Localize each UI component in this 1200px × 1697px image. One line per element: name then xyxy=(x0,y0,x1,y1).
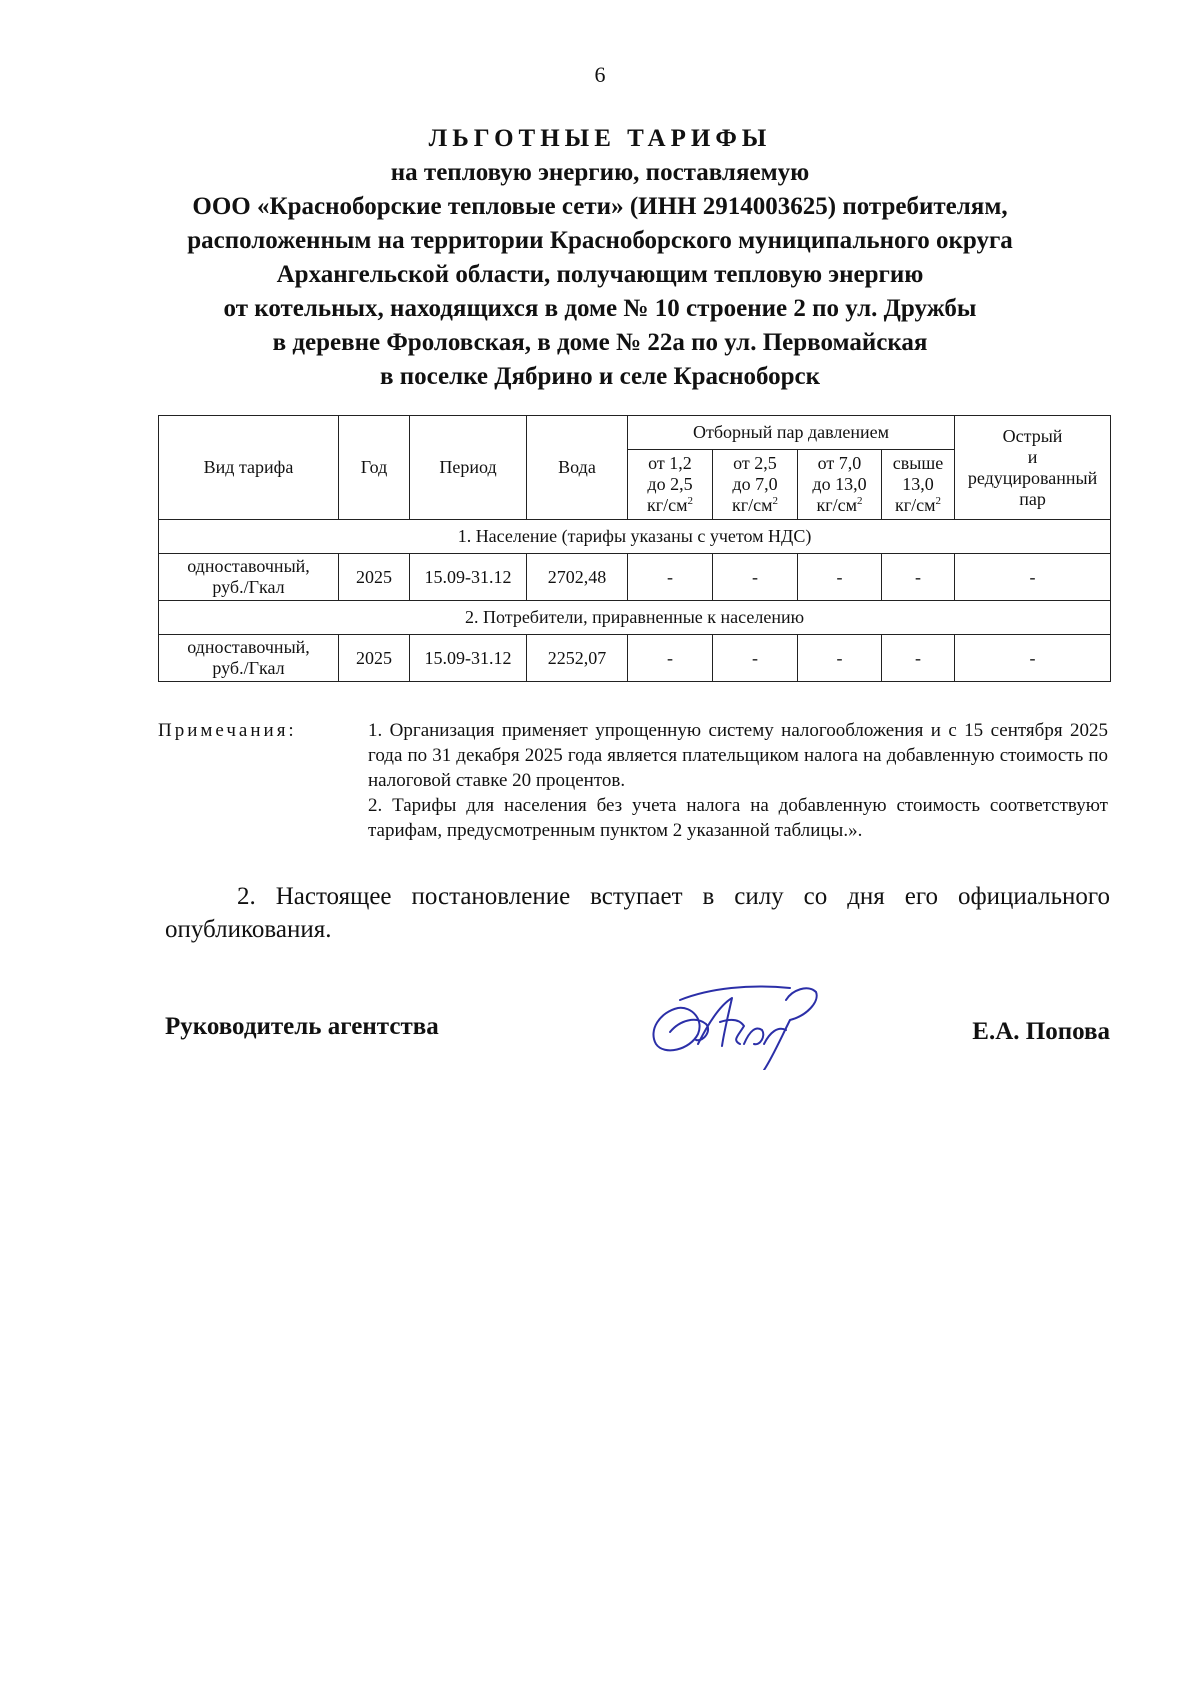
header-period: Период xyxy=(410,416,527,520)
title-line: в поселке Дябрино и селе Красноборск xyxy=(379,363,821,390)
table-row xyxy=(159,554,1111,601)
title-line: расположенным на территории Красноборского муниципального округа xyxy=(187,227,1013,254)
header-steam-col: от 1,2 до 2,5 $кг/см^2$ xyxy=(628,450,713,520)
header-steam-group: Отборный пар давлением xyxy=(628,416,955,450)
title-line: Архангельской области, получающим тепловую энергию xyxy=(276,261,924,288)
signature-stroke xyxy=(653,1008,699,1051)
cell-water: 2252,07 xyxy=(527,635,628,682)
cell-steam: - xyxy=(798,554,882,601)
notes-body xyxy=(368,718,1108,843)
section-heading: 1. Население (тарифы указаны с учетом НДС) xyxy=(159,520,1111,554)
cell-sharp: - xyxy=(955,554,1111,601)
title-line: в деревне Фроловская, в доме № 22а по ул. Первомайская xyxy=(272,329,928,356)
cell-steam: - xyxy=(798,635,882,682)
cell-year: 2025 xyxy=(339,554,410,601)
section-heading: 2. Потребители, приравненные к населению xyxy=(159,601,1111,635)
cell-steam: - xyxy=(628,554,713,601)
signature-stroke xyxy=(764,988,817,1070)
title-main: ЛЬГОТНЫЕ ТАРИФЫ xyxy=(428,125,772,152)
header-tariff-type: Вид тарифа xyxy=(159,416,339,520)
table-row xyxy=(159,635,1111,682)
handwritten-signature xyxy=(640,960,830,1070)
title-line: от котельных, находящихся в доме № 10 строение 2 по ул. Дружбы xyxy=(223,295,977,322)
effective-date-paragraph: 2. Настоящее постановление вступает в силу со дня его официального опубликования. xyxy=(165,883,1110,943)
cell-year: 2025 xyxy=(339,635,410,682)
signatory-name: Е.А. Попова xyxy=(972,1018,1110,1045)
title-line: на тепловую энергию, поставляемую xyxy=(390,159,810,186)
cell-sharp: - xyxy=(955,635,1111,682)
header-sharp-steam: Острый и редуцированный пар xyxy=(955,416,1111,520)
cell-tariff-type: одноставочный, руб./Гкал xyxy=(159,554,339,601)
signature-stroke xyxy=(680,987,790,1001)
notes-label: Примечания: xyxy=(158,720,297,741)
cell-steam: - xyxy=(882,635,955,682)
note-item: 1. Организация применяет упрощенную систему налогообложения и с 15 сентября 2025 года по 31 декабря 2025 года является плательщиком налога на добавленную стоимость по налоговой ставке 20 процентов. xyxy=(368,720,1108,791)
header-water: Вода xyxy=(527,416,628,520)
cell-period: 15.09-31.12 xyxy=(410,635,527,682)
cell-steam: - xyxy=(713,554,798,601)
cell-water: 2702,48 xyxy=(527,554,628,601)
cell-steam: - xyxy=(713,635,798,682)
cell-period: 15.09-31.12 xyxy=(410,554,527,601)
header-steam-col: свыше 13,0 $кг/см^2$ xyxy=(882,450,955,520)
tariff-table xyxy=(158,415,1111,682)
cell-tariff-type: одноставочный, руб./Гкал xyxy=(159,635,339,682)
cell-steam: - xyxy=(882,554,955,601)
document-title xyxy=(120,122,1080,394)
title-line: ООО «Красноборские тепловые сети» (ИНН 2914003625) потребителям, xyxy=(192,193,1008,220)
signatory-position: Руководитель агентства xyxy=(165,1013,439,1040)
header-steam-col: от 7,0 до 13,0 $кг/см^2$ xyxy=(798,450,882,520)
page-number: 6 xyxy=(594,62,606,87)
header-steam-col: от 2,5 до 7,0 $кг/см^2$ xyxy=(713,450,798,520)
signature-stroke xyxy=(744,1029,763,1045)
cell-steam: - xyxy=(628,635,713,682)
note-item: 2. Тарифы для населения без учета налога на добавленную стоимость соответствуют тарифам, предусмотренным пунктом 2 указанной таблицы.». xyxy=(368,795,1108,841)
header-year: Год xyxy=(339,416,410,520)
